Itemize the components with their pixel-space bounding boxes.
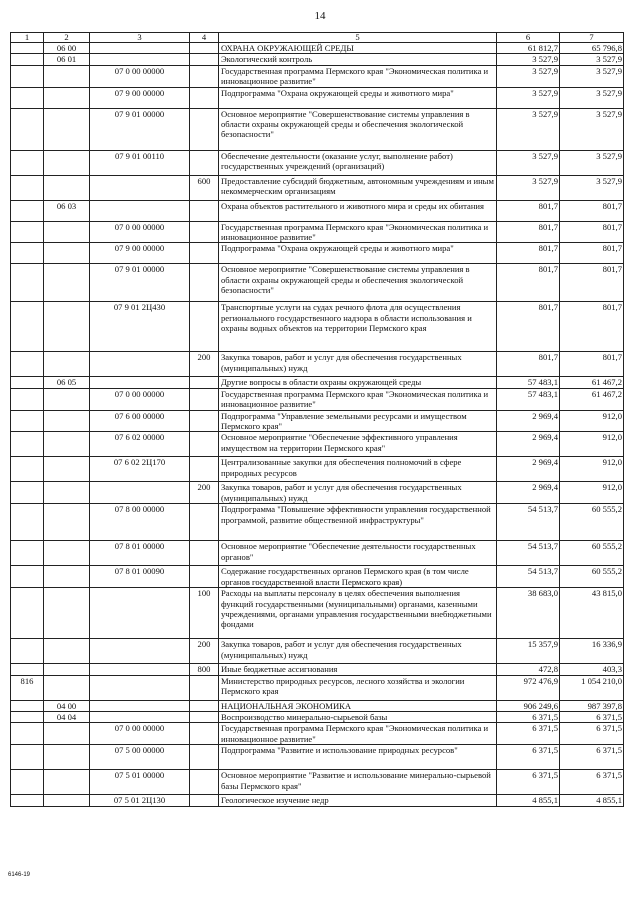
ministry-code-cell (11, 200, 44, 221)
section-code-cell (44, 588, 90, 639)
amount-year1-cell: 6 371,5 (497, 770, 560, 795)
section-code-cell: 06 03 (44, 200, 90, 221)
amount-year2-cell: 4 855,1 (560, 795, 624, 806)
amount-year2-cell: 3 527,9 (560, 108, 624, 150)
expense-type-cell: 100 (190, 588, 219, 639)
description-cell: Министерство природных ресурсов, лесного хозяйства и экологии Пермского края (219, 675, 497, 700)
amount-year1-cell: 6 371,5 (497, 745, 560, 770)
budget-table (10, 32, 624, 807)
amount-year2-cell: 6 371,5 (560, 711, 624, 722)
section-code-cell (44, 243, 90, 264)
amount-year2-cell: 801,7 (560, 352, 624, 377)
amount-year2-cell: 403,3 (560, 664, 624, 675)
section-code-cell (44, 770, 90, 795)
target-article-cell: 07 0 00 00000 (90, 723, 190, 745)
amount-year2-cell: 3 527,9 (560, 65, 624, 87)
target-article-cell (90, 700, 190, 711)
ministry-code-cell (11, 243, 44, 264)
amount-year1-cell: 972 476,9 (497, 675, 560, 700)
table-row (11, 723, 624, 745)
table-row (11, 43, 624, 54)
column-header: 5 (219, 33, 497, 43)
target-article-cell (90, 588, 190, 639)
amount-year2-cell: 987 397,8 (560, 700, 624, 711)
amount-year2-cell: 43 815,0 (560, 588, 624, 639)
description-cell: Расходы на выплаты персоналу в целях обеспечения выполнения функций государственными (муниципальными) органами, казенными учреждениями, органами управления государственными внебюджетными фондами (219, 588, 497, 639)
description-cell: Воспроизводство минерально-сырьевой базы (219, 711, 497, 722)
amount-year1-cell: 6 371,5 (497, 711, 560, 722)
description-cell: Геологическое изучение недр (219, 795, 497, 806)
amount-year1-cell: 2 969,4 (497, 410, 560, 432)
ministry-code-cell (11, 352, 44, 377)
amount-year1-cell: 57 483,1 (497, 388, 560, 410)
table-row (11, 410, 624, 432)
amount-year2-cell: 3 527,9 (560, 150, 624, 175)
description-cell: Подпрограмма "Управление земельными ресурсами и имуществом Пермского края" (219, 410, 497, 432)
amount-year2-cell: 61 467,2 (560, 377, 624, 388)
description-cell: Другие вопросы в области охраны окружающей среды (219, 377, 497, 388)
description-cell: Централизованные закупки для обеспечения полномочий в сфере природных ресурсов (219, 457, 497, 482)
amount-year1-cell: 801,7 (497, 264, 560, 302)
table-row (11, 264, 624, 302)
amount-year2-cell: 6 371,5 (560, 745, 624, 770)
amount-year1-cell: 2 969,4 (497, 457, 560, 482)
ministry-code-cell (11, 723, 44, 745)
amount-year2-cell: 61 467,2 (560, 388, 624, 410)
expense-type-cell (190, 377, 219, 388)
target-article-cell: 07 8 01 00000 (90, 541, 190, 566)
amount-year2-cell: 60 555,2 (560, 541, 624, 566)
target-article-cell (90, 352, 190, 377)
amount-year2-cell: 16 336,9 (560, 639, 624, 664)
table-row (11, 150, 624, 175)
table-row (11, 541, 624, 566)
description-cell: Экологический контроль (219, 54, 497, 65)
expense-type-cell (190, 566, 219, 588)
ministry-code-cell (11, 264, 44, 302)
table-row (11, 770, 624, 795)
ministry-code-cell (11, 108, 44, 150)
amount-year1-cell: 4 855,1 (497, 795, 560, 806)
amount-year2-cell: 912,0 (560, 432, 624, 457)
description-cell: Обеспечение деятельности (оказание услуг, выполнение работ) государственных учреждений (организаций) (219, 150, 497, 175)
table-row (11, 795, 624, 806)
description-cell: Основное мероприятие "Развитие и использование минерально-сырьевой базы Пермского края" (219, 770, 497, 795)
expense-type-cell (190, 43, 219, 54)
section-code-cell: 06 00 (44, 43, 90, 54)
section-code-cell (44, 410, 90, 432)
ministry-code-cell (11, 302, 44, 352)
amount-year1-cell: 61 812,7 (497, 43, 560, 54)
amount-year2-cell: 801,7 (560, 200, 624, 221)
column-header: 4 (190, 33, 219, 43)
amount-year2-cell: 801,7 (560, 302, 624, 352)
description-cell: Охрана объектов растительного и животного мира и среды их обитания (219, 200, 497, 221)
table-row (11, 54, 624, 65)
description-cell: Подпрограмма "Охрана окружающей среды и животного мира" (219, 243, 497, 264)
ministry-code-cell (11, 150, 44, 175)
section-code-cell (44, 302, 90, 352)
description-cell: Иные бюджетные ассигнования (219, 664, 497, 675)
ministry-code-cell (11, 504, 44, 541)
expense-type-cell (190, 221, 219, 243)
ministry-code-cell: 816 (11, 675, 44, 700)
amount-year2-cell: 6 371,5 (560, 723, 624, 745)
amount-year2-cell: 6 371,5 (560, 770, 624, 795)
target-article-cell: 07 6 02 00000 (90, 432, 190, 457)
section-code-cell (44, 175, 90, 200)
target-article-cell (90, 200, 190, 221)
section-code-cell: 04 00 (44, 700, 90, 711)
target-article-cell: 07 9 01 00000 (90, 108, 190, 150)
description-cell: Государственная программа Пермского края "Экономическая политика и инновационное развитие" (219, 723, 497, 745)
expense-type-cell (190, 65, 219, 87)
table-row (11, 65, 624, 87)
table-row (11, 675, 624, 700)
target-article-cell: 07 9 00 00000 (90, 87, 190, 108)
description-cell: Подпрограмма "Повышение эффективности управления государственной программой, развитие общественной инфраструктуры" (219, 504, 497, 541)
table-row (11, 175, 624, 200)
ministry-code-cell (11, 639, 44, 664)
amount-year1-cell: 54 513,7 (497, 566, 560, 588)
amount-year2-cell: 3 527,9 (560, 175, 624, 200)
table-row (11, 377, 624, 388)
amount-year1-cell: 3 527,9 (497, 54, 560, 65)
column-header: 6 (497, 33, 560, 43)
section-code-cell (44, 432, 90, 457)
ministry-code-cell (11, 65, 44, 87)
amount-year1-cell: 54 513,7 (497, 541, 560, 566)
table-row (11, 482, 624, 504)
table-row (11, 504, 624, 541)
target-article-cell: 07 6 02 2Ц170 (90, 457, 190, 482)
target-article-cell (90, 175, 190, 200)
amount-year2-cell: 3 527,9 (560, 54, 624, 65)
description-cell: Закупка товаров, работ и услуг для обеспечения государственных (муниципальных) нужд (219, 482, 497, 504)
expense-type-cell (190, 711, 219, 722)
target-article-cell: 07 9 00 00000 (90, 243, 190, 264)
column-header: 7 (560, 33, 624, 43)
expense-type-cell (190, 541, 219, 566)
table-row (11, 664, 624, 675)
section-code-cell (44, 745, 90, 770)
ministry-code-cell (11, 566, 44, 588)
section-code-cell (44, 675, 90, 700)
column-number-row (11, 33, 624, 43)
target-article-cell: 07 9 01 00000 (90, 264, 190, 302)
description-cell: Предоставление субсидий бюджетным, автономным учреждениям и иным некоммерческим организациям (219, 175, 497, 200)
section-code-cell: 06 05 (44, 377, 90, 388)
section-code-cell (44, 795, 90, 806)
amount-year2-cell: 912,0 (560, 457, 624, 482)
section-code-cell (44, 221, 90, 243)
amount-year1-cell: 801,7 (497, 200, 560, 221)
table-row (11, 745, 624, 770)
amount-year2-cell: 60 555,2 (560, 504, 624, 541)
expense-type-cell (190, 700, 219, 711)
target-article-cell: 07 5 01 00000 (90, 770, 190, 795)
expense-type-cell: 600 (190, 175, 219, 200)
amount-year2-cell: 801,7 (560, 243, 624, 264)
page-number: 14 (314, 10, 326, 22)
expense-type-cell (190, 54, 219, 65)
description-cell: Государственная программа Пермского края "Экономическая политика и инновационное развитие" (219, 65, 497, 87)
target-article-cell (90, 711, 190, 722)
expense-type-cell (190, 745, 219, 770)
description-cell: Основное мероприятие "Совершенствование системы управления в области охраны окружающей среды и обеспечения экологической безопасности" (219, 108, 497, 150)
ministry-code-cell (11, 432, 44, 457)
amount-year1-cell: 801,7 (497, 302, 560, 352)
section-code-cell (44, 87, 90, 108)
ministry-code-cell (11, 711, 44, 722)
section-code-cell (44, 504, 90, 541)
table-row (11, 352, 624, 377)
section-code-cell (44, 566, 90, 588)
expense-type-cell (190, 410, 219, 432)
expense-type-cell (190, 675, 219, 700)
ministry-code-cell (11, 87, 44, 108)
expense-type-cell: 200 (190, 352, 219, 377)
expense-type-cell: 800 (190, 664, 219, 675)
target-article-cell (90, 639, 190, 664)
amount-year1-cell: 801,7 (497, 221, 560, 243)
expense-type-cell (190, 457, 219, 482)
expense-type-cell (190, 200, 219, 221)
table-row (11, 588, 624, 639)
amount-year1-cell: 3 527,9 (497, 150, 560, 175)
amount-year2-cell: 801,7 (560, 221, 624, 243)
ministry-code-cell (11, 588, 44, 639)
column-header: 3 (90, 33, 190, 43)
table-row (11, 711, 624, 722)
section-code-cell (44, 664, 90, 675)
ministry-code-cell (11, 541, 44, 566)
amount-year1-cell: 906 249,6 (497, 700, 560, 711)
amount-year1-cell: 472,8 (497, 664, 560, 675)
amount-year1-cell: 3 527,9 (497, 175, 560, 200)
amount-year2-cell: 3 527,9 (560, 87, 624, 108)
expense-type-cell (190, 504, 219, 541)
target-article-cell (90, 54, 190, 65)
amount-year2-cell: 1 054 210,0 (560, 675, 624, 700)
ministry-code-cell (11, 410, 44, 432)
expense-type-cell (190, 723, 219, 745)
footer-code: 6146-19 (8, 872, 31, 878)
ministry-code-cell (11, 482, 44, 504)
amount-year1-cell: 3 527,9 (497, 65, 560, 87)
section-code-cell (44, 108, 90, 150)
expense-type-cell (190, 108, 219, 150)
amount-year2-cell: 801,7 (560, 264, 624, 302)
section-code-cell (44, 639, 90, 664)
column-header: 1 (11, 33, 44, 43)
description-cell: Государственная программа Пермского края "Экономическая политика и инновационное развитие" (219, 221, 497, 243)
description-cell: НАЦИОНАЛЬНАЯ ЭКОНОМИКА (219, 700, 497, 711)
section-code-cell (44, 65, 90, 87)
expense-type-cell (190, 302, 219, 352)
target-article-cell: 07 0 00 00000 (90, 221, 190, 243)
target-article-cell: 07 5 00 00000 (90, 745, 190, 770)
amount-year2-cell: 912,0 (560, 482, 624, 504)
ministry-code-cell (11, 795, 44, 806)
ministry-code-cell (11, 745, 44, 770)
section-code-cell (44, 264, 90, 302)
target-article-cell: 07 9 01 2Ц430 (90, 302, 190, 352)
target-article-cell (90, 377, 190, 388)
amount-year1-cell: 801,7 (497, 243, 560, 264)
expense-type-cell (190, 770, 219, 795)
amount-year1-cell: 3 527,9 (497, 108, 560, 150)
amount-year2-cell: 60 555,2 (560, 566, 624, 588)
description-cell: Транспортные услуги на судах речного флота для осуществления регионального государственного надзора в области использования и охраны водных объектов на территории Пермского края (219, 302, 497, 352)
expense-type-cell (190, 795, 219, 806)
ministry-code-cell (11, 377, 44, 388)
table-row (11, 566, 624, 588)
target-article-cell: 07 8 01 00090 (90, 566, 190, 588)
section-code-cell (44, 541, 90, 566)
section-code-cell (44, 723, 90, 745)
target-article-cell (90, 43, 190, 54)
table-row (11, 302, 624, 352)
amount-year1-cell: 15 357,9 (497, 639, 560, 664)
amount-year1-cell: 801,7 (497, 352, 560, 377)
ministry-code-cell (11, 43, 44, 54)
description-cell: Подпрограмма "Охрана окружающей среды и животного мира" (219, 87, 497, 108)
expense-type-cell (190, 264, 219, 302)
expense-type-cell (190, 150, 219, 175)
target-article-cell (90, 482, 190, 504)
section-code-cell (44, 482, 90, 504)
section-code-cell: 06 01 (44, 54, 90, 65)
table-row (11, 221, 624, 243)
ministry-code-cell (11, 457, 44, 482)
ministry-code-cell (11, 54, 44, 65)
table-row (11, 700, 624, 711)
description-cell: Закупка товаров, работ и услуг для обеспечения государственных (муниципальных) нужд (219, 352, 497, 377)
ministry-code-cell (11, 770, 44, 795)
ministry-code-cell (11, 388, 44, 410)
table-row (11, 108, 624, 150)
table-row (11, 87, 624, 108)
section-code-cell (44, 388, 90, 410)
target-article-cell: 07 0 00 00000 (90, 388, 190, 410)
section-code-cell: 04 04 (44, 711, 90, 722)
amount-year1-cell: 2 969,4 (497, 432, 560, 457)
table-row (11, 200, 624, 221)
target-article-cell: 07 8 00 00000 (90, 504, 190, 541)
expense-type-cell: 200 (190, 482, 219, 504)
expense-type-cell (190, 87, 219, 108)
section-code-cell (44, 150, 90, 175)
section-code-cell (44, 352, 90, 377)
table-row (11, 457, 624, 482)
target-article-cell (90, 675, 190, 700)
description-cell: Основное мероприятие "Обеспечение деятельности государственных органов" (219, 541, 497, 566)
target-article-cell: 07 5 01 2Ц130 (90, 795, 190, 806)
amount-year1-cell: 6 371,5 (497, 723, 560, 745)
expense-type-cell (190, 388, 219, 410)
expense-type-cell (190, 243, 219, 264)
table-row (11, 243, 624, 264)
target-article-cell: 07 9 01 00110 (90, 150, 190, 175)
amount-year2-cell: 912,0 (560, 410, 624, 432)
amount-year1-cell: 3 527,9 (497, 87, 560, 108)
section-code-cell (44, 457, 90, 482)
column-header: 2 (44, 33, 90, 43)
target-article-cell: 07 6 00 00000 (90, 410, 190, 432)
ministry-code-cell (11, 664, 44, 675)
amount-year1-cell: 2 969,4 (497, 482, 560, 504)
description-cell: Основное мероприятие "Обеспечение эффективного управления имуществом на территории Пермского края" (219, 432, 497, 457)
expense-type-cell (190, 432, 219, 457)
description-cell: Содержание государственных органов Пермского края (в том числе органов государственной власти Пермского края) (219, 566, 497, 588)
ministry-code-cell (11, 221, 44, 243)
description-cell: Основное мероприятие "Совершенствование системы управления в области охраны окружающей среды и обеспечения экологической безопасности" (219, 264, 497, 302)
description-cell: Государственная программа Пермского края "Экономическая политика и инновационное развитие" (219, 388, 497, 410)
ministry-code-cell (11, 700, 44, 711)
table-row (11, 639, 624, 664)
amount-year2-cell: 65 796,8 (560, 43, 624, 54)
table-row (11, 388, 624, 410)
description-cell: ОХРАНА ОКРУЖАЮЩЕЙ СРЕДЫ (219, 43, 497, 54)
table-row (11, 432, 624, 457)
amount-year1-cell: 57 483,1 (497, 377, 560, 388)
target-article-cell (90, 664, 190, 675)
ministry-code-cell (11, 175, 44, 200)
amount-year1-cell: 54 513,7 (497, 504, 560, 541)
target-article-cell: 07 0 00 00000 (90, 65, 190, 87)
description-cell: Подпрограмма "Развитие и использование природных ресурсов" (219, 745, 497, 770)
amount-year1-cell: 38 683,0 (497, 588, 560, 639)
description-cell: Закупка товаров, работ и услуг для обеспечения государственных (муниципальных) нужд (219, 639, 497, 664)
expense-type-cell: 200 (190, 639, 219, 664)
